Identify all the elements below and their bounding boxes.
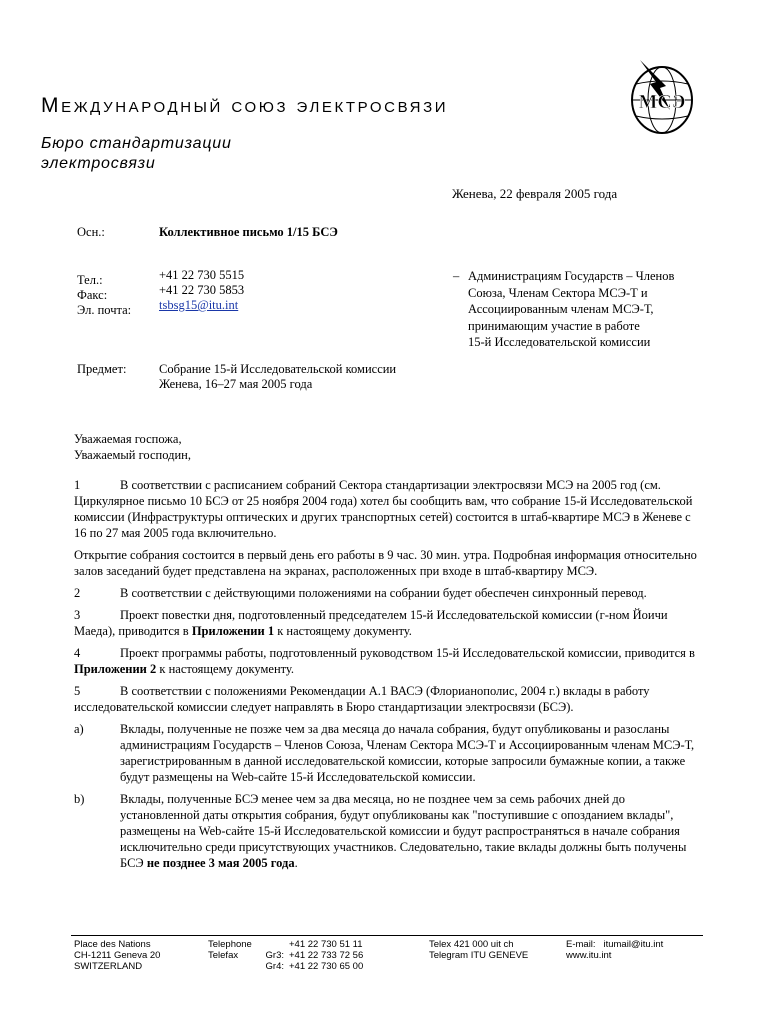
subitem-text-end: . [294, 856, 298, 870]
paragraph-number: 3 [74, 608, 81, 622]
bureau-subtitle-line2: электросвязи [41, 155, 156, 172]
contact-values [159, 268, 244, 313]
organization-title: Международный союз электросвязи [41, 94, 449, 117]
subject-value [159, 362, 396, 392]
footer-tel-label: Telephone [208, 939, 252, 950]
paragraph-text: В соответствии с положениями Рекомендации A.1 ВАСЭ (Флорианополис, 2004 г.) вклады в работу исследовательской комиссии следует направлять в Бюро стандартизации электросвязи (БСЭ). [74, 684, 650, 714]
tel-value: +41 22 730 5515 [159, 268, 245, 282]
footer-website[interactable]: www.itu.int [566, 950, 612, 961]
email-link[interactable]: tsbsg15@itu.int [159, 298, 239, 312]
recipient-block [453, 268, 674, 351]
footer-divider [71, 935, 703, 936]
footer-contact [566, 939, 663, 961]
subitem-a [74, 721, 702, 785]
footer-telex [429, 939, 528, 961]
tel-label: Тел.: [77, 273, 103, 287]
paragraph-1b: Открытие собрания состоится в первый день его работы в 9 час. 30 мин. утра. Подробная информация относительно залов заседаний будет представлена на экранах, расположенных при входе в штаб-квартиру МСЭ. [74, 548, 697, 578]
footer-telex-line: Telex 421 000 uit ch [429, 939, 514, 950]
subject-line1: Собрание 15-й Исследовательской комиссии [159, 362, 397, 376]
itu-logo-icon [626, 58, 696, 136]
subitem-text: Вклады, полученные не позже чем за два месяца до начала собрания, будут опубликованы и разосланы администрациям Государств – Членов Союза, Членам Сектора МСЭ-Т и Ассоциированным членам МСЭ-Т, зарегистрированным в данной исследовательской комиссии, которые запросили бумажные копии, а также будут размещены на Web-сайте 15-й Исследовательской комиссии. [120, 722, 695, 784]
paragraph-text: В соответствии с действующими положениями на собрании будет обеспечен синхронный перевод. [120, 586, 647, 600]
greeting-line1: Уважаемая госпожа, [74, 432, 182, 446]
paragraph-3 [74, 607, 702, 639]
fax-label: Факс: [77, 288, 108, 302]
recipient-line: 15-й Исследовательской комиссии [468, 335, 651, 350]
paragraph-text: Проект программы работы, подготовленный руководством 15-й Исследовательской комиссии, приводится в [120, 646, 695, 660]
paragraph-text: к настоящему документу. [277, 624, 412, 638]
footer-gr3-label: Gr3: [265, 950, 284, 961]
letter-body [74, 477, 702, 877]
subitem-letter: a) [74, 722, 84, 736]
paragraph-text: Проект повестки дня, подготовленный председателем 15-й Исследовательской комиссии (г-ном Йоичи Маеда), приводится в [74, 608, 668, 638]
paragraph-number: 4 [74, 646, 81, 660]
footer-tel-value: +41 22 730 51 11 [289, 939, 363, 950]
recipient-line: Администрациям Государств – Членов [468, 269, 675, 283]
recipient-line: Ассоциированным членам МСЭ-Т, [468, 302, 654, 317]
letter-date: Женева, 22 февраля 2005 года [452, 186, 618, 201]
bureau-subtitle [41, 134, 301, 174]
footer-telegram-line: Telegram ITU GENEVE [429, 950, 529, 961]
fax-value: +41 22 730 5853 [159, 283, 245, 297]
paragraph-2 [74, 585, 702, 601]
paragraph-text: В соответствии с расписанием собраний Сектора стандартизации электросвязи МСЭ на 2005 год (см. Циркулярное письмо 10 БСЭ от 25 ноября 2004 года) хотел бы сообщить вам, что собрание 15-й Исследовательской комиссии (Инфраструктуры оптических и других транспортных сетей) состоится в штаб-квартире МСЭ в Женеве с 16 по 27 мая 2005 года включительно. [74, 478, 693, 540]
recipient-line: принимающим участие в работе [468, 318, 640, 333]
bureau-subtitle-line1: Бюро стандартизации [41, 135, 232, 152]
subitem-text-wrap [120, 791, 702, 871]
greeting-line2: Уважаемый господин, [74, 448, 191, 462]
subject-label: Предмет: [77, 362, 127, 376]
footer-gr3-value: +41 22 733 72 56 [289, 950, 364, 961]
paragraph-number: 5 [74, 684, 81, 698]
email-label: Эл. почта: [77, 303, 132, 317]
logo-text: МСЭ [638, 91, 686, 113]
paragraph-number: 2 [74, 586, 81, 600]
recipient-dash: – [453, 269, 460, 283]
paragraph-1 [74, 477, 702, 541]
deadline-date: не позднее 3 мая 2005 года [146, 856, 295, 870]
footer-phone [208, 939, 363, 972]
subitem-text: Вклады, полученные БСЭ менее чем за два месяца, но не позднее чем за семь рабочих дней до установленной даты открытия собрания, будут опубликованы как "поступившие с опозданием вклады", размещены на Web-сайте 15-й Исследовательской комиссии и будут распространяться в начале собрания исключительно среди присутствующих участников. Следовательно, такие вклады должны быть получены БСЭ [120, 792, 687, 870]
footer-gr4-label: Gr4: [265, 961, 284, 972]
subject-line2: Женева, 16–27 мая 2005 года [159, 377, 313, 391]
footer-email-label: E-mail: [566, 939, 596, 950]
subitem-b [74, 791, 702, 871]
reference-value: Коллективное письмо 1/15 БСЭ [159, 225, 338, 239]
footer-email-value[interactable]: itumail@itu.int [603, 939, 664, 950]
paragraph-4 [74, 645, 702, 677]
annex-1-reference: Приложении 1 [191, 624, 275, 638]
subitem-letter: b) [74, 792, 85, 806]
paragraph-5 [74, 683, 702, 715]
paragraph-text: к настоящему документу. [159, 662, 295, 676]
footer-gr4-value: +41 22 730 65 00 [289, 961, 364, 972]
contact-labels [77, 273, 131, 318]
footer-address-line: CH-1211 Geneva 20 [74, 950, 161, 961]
reference-label: Осн.: [77, 225, 105, 239]
footer-address-line: SWITZERLAND [74, 961, 143, 972]
footer-address-line: Place des Nations [74, 939, 151, 950]
annex-2-reference: Приложении 2 [74, 662, 157, 676]
greeting [74, 431, 191, 463]
paragraph-number: 1 [74, 478, 81, 492]
recipient-line: Союза, Членам Сектора МСЭ-Т и [468, 285, 648, 300]
footer-fax-label: Telefax [208, 950, 239, 961]
footer-address [74, 939, 160, 972]
